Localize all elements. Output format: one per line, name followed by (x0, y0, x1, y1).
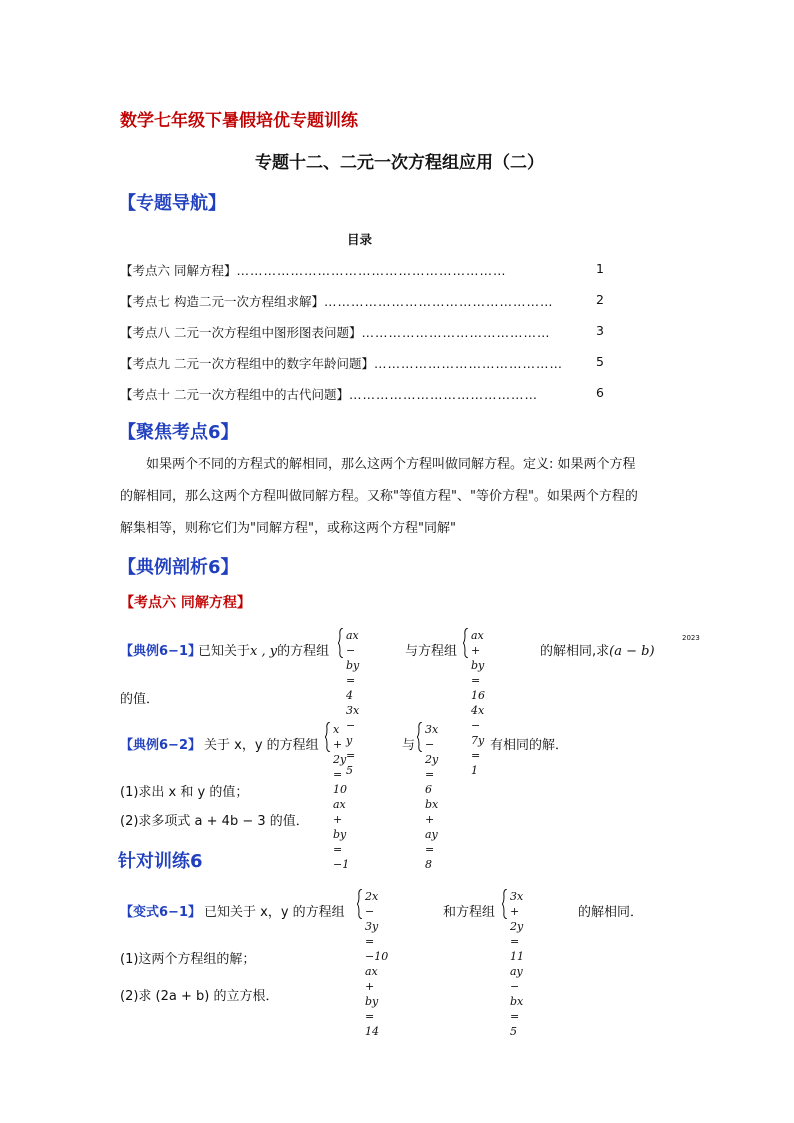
toc-page: 5 (596, 354, 604, 369)
text-segment: 的解相同． (578, 905, 644, 920)
series-title: 数学七年级下暑假培优专题训练 (120, 111, 358, 131)
equation-line: ay − bx = 5 (510, 965, 524, 1038)
toc-item[interactable] (120, 261, 506, 279)
example-6-1-text (198, 640, 329, 659)
toc-dots: …………………………………… (348, 387, 538, 402)
nav-heading: 【专题导航】 (118, 193, 226, 214)
expression: (a − b) (609, 644, 655, 659)
brace-icon (417, 722, 423, 752)
example-6-2-tag: 【典例6−2】 (120, 738, 201, 753)
exponent: 2023 (682, 634, 700, 642)
equation-line: x + 2y = 10 (333, 723, 347, 796)
brace-icon (502, 889, 508, 919)
variables: x , y (250, 644, 278, 659)
equation-line: ax + by = 16 (471, 629, 485, 702)
training-heading: 针对训练6 (118, 851, 203, 872)
page-title: 专题十二、二元一次方程组应用（二） (255, 153, 544, 173)
toc-title: 目录 (347, 232, 373, 247)
equation-line: 3x + 2y = 11 (510, 890, 524, 963)
text-segment: 和方程组 (443, 905, 496, 920)
example-6-1-tag: 【典例6−1】 (120, 644, 201, 659)
toc-label: 【考点七 构造二元一次方程组求解】 (120, 294, 324, 309)
toc-page: 3 (596, 323, 604, 338)
equation-line: 3x − 2y = 6 (425, 723, 439, 796)
toc-dots: …………………………………………… (323, 294, 554, 309)
equation-line: 3x − y = 5 (346, 704, 360, 777)
question-2: (2)求 (2a + b) 的立方根． (120, 989, 279, 1004)
brace-icon (325, 722, 331, 752)
brace-icon (357, 889, 363, 919)
focus-line-1: 如果两个不同的方程式的解相同，那么这两个方程叫做同解方程。定义: 如果两个方程 (146, 457, 636, 472)
equation-line: 4x − 7y = 1 (471, 704, 485, 777)
text-segment: 的解相同,求 (540, 644, 610, 659)
equation-line: ax + by = 14 (365, 965, 379, 1038)
toc-page: 1 (596, 261, 604, 276)
brace-icon (338, 628, 344, 658)
text-segment: 已知关于 (198, 644, 251, 659)
focus-line-3: 解集相等，则称它们为"同解方程"，或称这两个方程"同解" (120, 521, 456, 536)
toc-item[interactable] (120, 385, 538, 403)
toc-dots: …………………………………… (361, 325, 551, 340)
example-6-1-tail: 的值． (120, 692, 160, 707)
text-segment: 已知关于 x，y 的方程组 (204, 905, 345, 920)
analysis-subheading: 【考点六 同解方程】 (120, 595, 251, 611)
brace-icon (463, 628, 469, 658)
toc-dots: …………………………………… (373, 356, 563, 371)
question-1: (1)求出 x 和 y 的值； (120, 785, 249, 800)
toc-item[interactable] (120, 354, 563, 372)
text-segment: 的方程组 (277, 644, 330, 659)
question-2: (2)求多项式 a + 4b − 3 的值． (120, 814, 309, 829)
equation-line: ax + by = −1 (333, 798, 350, 871)
text-segment: 有相同的解． (490, 738, 569, 753)
text-segment: 与 (402, 738, 416, 753)
toc-page: 2 (596, 292, 604, 307)
toc-label: 【考点六 同解方程】 (120, 263, 237, 278)
question-1: (1)这两个方程组的解； (120, 952, 256, 967)
equation-line: 2x − 3y = −10 (365, 890, 389, 963)
equation-line: bx + ay = 8 (425, 798, 439, 871)
toc-label: 【考点八 二元一次方程组中图形图表问题】 (120, 325, 362, 340)
toc-item[interactable] (120, 323, 550, 341)
toc-dots: …………………………………………………… (236, 263, 507, 278)
toc-label: 【考点九 二元一次方程组中的数字年龄问题】 (120, 356, 374, 371)
focus-line-2: 的解相同，那么这两个方程叫做同解方程。又称"等值方程"、"等价方程"。如果两个方程的 (120, 489, 638, 504)
text-segment: 与方程组 (405, 644, 458, 659)
toc-page: 6 (596, 385, 604, 400)
toc-item[interactable] (120, 292, 553, 310)
example-6-1-text-end (540, 640, 655, 659)
equation-line: ax − by = 4 (346, 629, 360, 702)
variant-6-1-tag: 【变式6−1】 (120, 905, 201, 920)
focus-heading: 【聚焦考点6】 (118, 422, 239, 443)
toc-label: 【考点十 二元一次方程组中的古代问题】 (120, 387, 349, 402)
analysis-heading: 【典例剖析6】 (118, 557, 239, 578)
text-segment: 关于 x，y 的方程组 (204, 738, 319, 753)
